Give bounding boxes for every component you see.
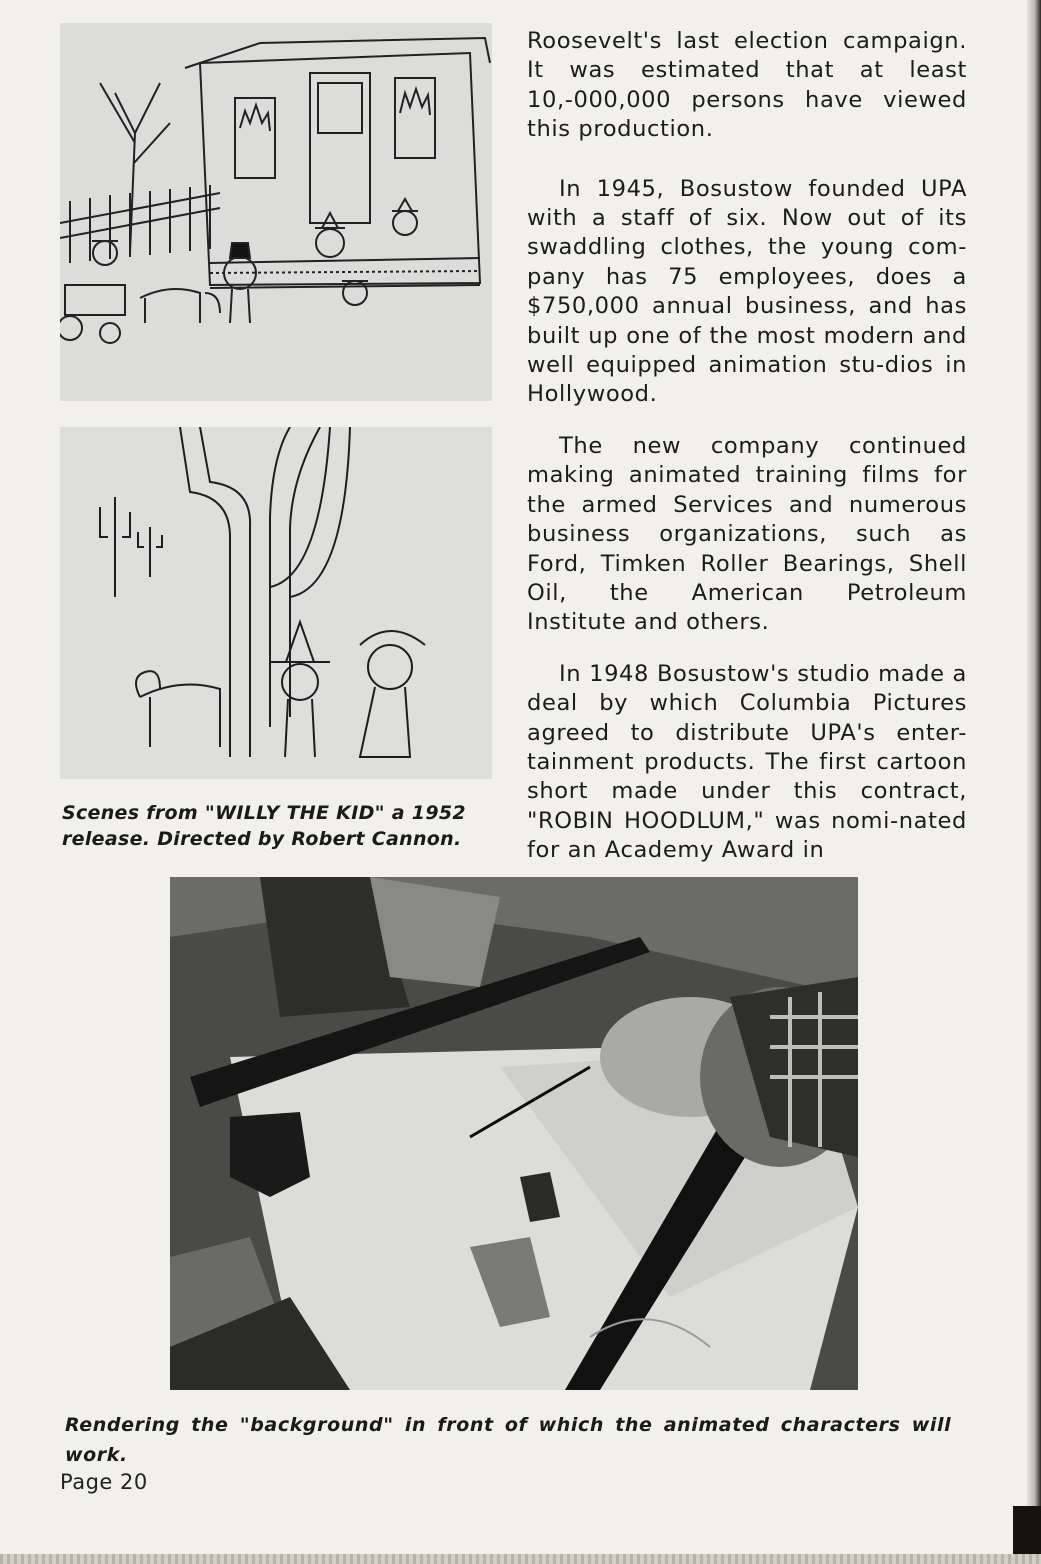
background-rendering-caption: Rendering the "background" in front of which the animated characters will work.	[65, 1414, 952, 1466]
page-bottom-edge	[0, 1554, 1041, 1564]
page-number: Page 20	[60, 1470, 148, 1494]
body-paragraph: In 1948 Bosustow's studio made a deal by which Columbia Pictures agreed to distribute UPA's enter-tainment products. The first cartoon short made under this contract, "ROBIN HOODLUM," was nomi-nated for an Academy Award in	[527, 660, 967, 864]
scan-edge	[1027, 0, 1041, 1564]
body-paragraph: The new company continued making animated training films for the armed Services and numerous business organizations, such as Ford, Timken Roller Bearings, Shell Oil, the American Petroleum Institute and others.	[527, 432, 967, 636]
body-paragraph: Roosevelt's last election campaign. It was estimated that at least 10,-000,000 persons have viewed this production.	[527, 28, 967, 143]
cartoon-house-scene-image	[60, 23, 492, 401]
body-text-column	[527, 27, 967, 866]
body-paragraph: In 1945, Bosustow founded UPA with a staff of six. Now out of its swaddling clothes, the young com-pany has 75 employees, does a $750,000 annual business, and has built up one of the most modern and well equipped animation stu-dios in Hollywood.	[527, 175, 967, 408]
cartoon-desert-scene-image	[60, 427, 492, 779]
willy-the-kid-caption: Scenes from "WILLY THE KID" a 1952 release. Directed by Robert Cannon.	[62, 802, 466, 850]
background-painting-photo	[170, 877, 858, 1390]
